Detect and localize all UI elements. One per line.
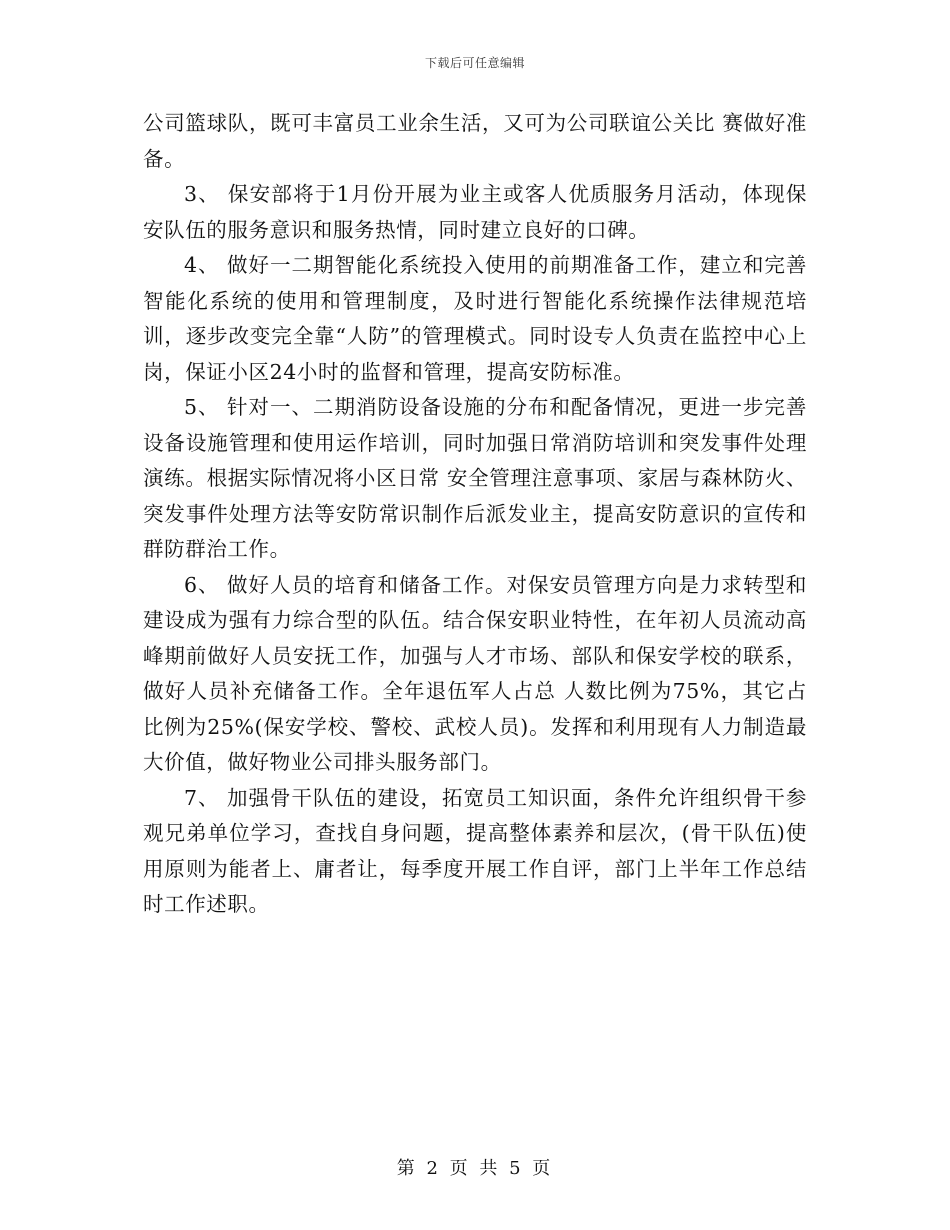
page-number-footer: 第 2 页 共 5 页 xyxy=(396,1158,554,1179)
paragraph-continuation: 公司篮球队，既可丰富员工业余生活，又可为公司联谊公关比 赛做好准备。 xyxy=(143,111,807,171)
paragraph-item-5: 5、 针对一、二期消防设备设施的分布和配备情况，更进一步完善设备设施管理和使用运作培训，同时加强日常消防培训和突发事件处理演练。根据实际情况将小区日常 安全管理注意事项、家居与森林防火、突发事件处理方法等安防常识制作后派发业主，提高安防意识的宣传和群防群治工作。 xyxy=(143,395,807,561)
paragraph-item-3: 3、 保安部将于1月份开展为业主或客人优质服务月活动，体现保安队伍的服务意识和服务热情，同时建立良好的口碑。 xyxy=(143,182,807,242)
page-header: 下载后可任意编辑 xyxy=(424,56,525,70)
paragraph-item-4: 4、 做好一二期智能化系统投入使用的前期准备工作，建立和完善智能化系统的使用和管理制度，及时进行智能化系统操作法律规范培训，逐步改变完全靠“人防”的管理模式。同时设专人负责在监控中心上岗，保证小区24小时的监督和管理，提高安防标准。 xyxy=(143,253,807,384)
paragraph-item-7: 7、 加强骨干队伍的建设，拓宽员工知识面，条件允许组织骨干参观兄弟单位学习，查找自身问题，提高整体素养和层次，(骨干队伍)使用原则为能者上、庸者让，每季度开展工作自评，部门上半年工作总结时工作述职。 xyxy=(143,785,807,916)
document-body xyxy=(143,106,807,923)
paragraph-item-6: 6、 做好人员的培育和储备工作。对保安员管理方向是力求转型和建设成为强有力综合型的队伍。结合保安职业特性，在年初人员流动高峰期前做好人员安抚工作，加强与人才市场、部队和保安学校的联系，做好人员补充储备工作。全年退伍军人占总 人数比例为75%，其它占比例为25%(保安学校、警校、武校人员)。发挥和利用现有人力制造最大价值，做好物业公司排头服务部门。 xyxy=(143,572,807,774)
